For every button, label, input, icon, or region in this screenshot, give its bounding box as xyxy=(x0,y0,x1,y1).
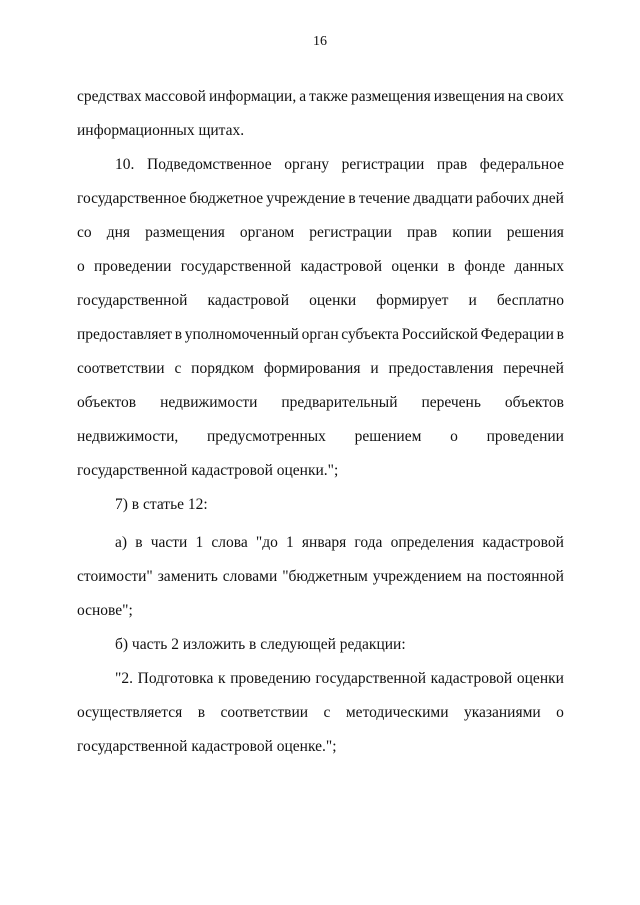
word: Российской xyxy=(401,326,479,343)
word: предоставляет xyxy=(77,326,173,343)
text-line: б) часть 2 изложить в следующей редакции: xyxy=(115,636,406,653)
word: органу xyxy=(284,156,330,173)
word: заменить xyxy=(157,568,218,585)
word: 10. xyxy=(115,156,135,173)
word: предоставления xyxy=(388,360,494,377)
word: прав xyxy=(436,156,468,173)
text-line: информационных щитах. xyxy=(77,122,245,139)
word: государственной xyxy=(180,258,292,275)
word: кадастровой xyxy=(430,670,513,687)
text-line xyxy=(77,148,564,182)
word: "бюджетным xyxy=(282,568,368,585)
page-number: 16 xyxy=(313,34,327,49)
word: проведении xyxy=(486,428,564,445)
word: кадастровой xyxy=(300,258,383,275)
word: и xyxy=(370,360,379,377)
text-line xyxy=(77,250,564,284)
word: объектов xyxy=(504,394,564,411)
word: осуществляется xyxy=(77,704,183,721)
word: недвижимости, xyxy=(77,428,179,445)
word: оценки xyxy=(391,258,439,275)
word: извещения xyxy=(433,88,505,105)
word: с xyxy=(174,360,182,377)
word: 1 xyxy=(286,534,294,551)
word: в xyxy=(556,326,564,343)
word: на xyxy=(466,568,482,585)
word: соответствии xyxy=(220,704,309,721)
word: двадцати xyxy=(413,190,473,207)
word: информации, xyxy=(208,88,297,105)
word: копии xyxy=(452,224,492,241)
word: государственной xyxy=(77,292,188,309)
word: с xyxy=(323,704,331,721)
word: в xyxy=(135,534,143,551)
word: перечень xyxy=(421,394,481,411)
word: решением xyxy=(354,428,422,445)
text-line xyxy=(77,560,564,594)
word: "2. xyxy=(115,670,133,687)
word: соответствии xyxy=(77,360,165,377)
word: "до xyxy=(255,534,278,551)
word: массовой xyxy=(144,88,206,105)
word: также xyxy=(309,88,348,105)
word: размещения xyxy=(350,88,431,105)
word: органом xyxy=(239,224,295,241)
word: Подготовка xyxy=(137,670,214,687)
word: о xyxy=(556,704,564,721)
word: а xyxy=(299,88,307,105)
word: словами xyxy=(222,568,278,585)
word: методическими xyxy=(345,704,449,721)
text-line xyxy=(77,318,564,352)
word: части xyxy=(150,534,188,551)
word: проведении xyxy=(94,258,172,275)
word: перечней xyxy=(503,360,564,377)
word: бесплатно xyxy=(496,292,564,309)
word: формирования xyxy=(263,360,361,377)
word: 1 xyxy=(195,534,204,551)
word: кадастровой xyxy=(482,534,564,551)
text-line xyxy=(77,284,564,318)
text-line: государственной кадастровой оценки."; xyxy=(77,462,339,479)
word: проведению xyxy=(230,670,311,687)
text-line xyxy=(77,420,564,454)
text-line xyxy=(77,216,564,250)
word: федеральное xyxy=(479,156,564,173)
word: а) xyxy=(115,534,128,551)
word: кадастровой xyxy=(207,292,290,309)
word: бюджетное xyxy=(189,190,264,207)
word: предусмотренных xyxy=(206,428,326,445)
word: решения xyxy=(506,224,564,241)
word: года xyxy=(354,534,383,551)
word: рабочих xyxy=(475,190,530,207)
word: уполномоченный xyxy=(184,326,299,343)
word: стоимости" xyxy=(77,568,153,585)
word: о xyxy=(77,258,85,275)
word: со xyxy=(77,224,92,241)
word: дней xyxy=(532,190,564,207)
word: предварительный xyxy=(281,394,398,411)
word: оценки xyxy=(309,292,357,309)
word: о xyxy=(450,428,458,445)
word: своих xyxy=(526,88,564,105)
word: в xyxy=(348,190,356,207)
text-line xyxy=(77,182,564,216)
word: орган xyxy=(301,326,339,343)
word: в xyxy=(174,326,183,343)
word: средствах xyxy=(77,88,142,105)
word: прав xyxy=(406,224,438,241)
word: учреждением xyxy=(372,568,462,585)
text-line: государственной кадастровой оценке."; xyxy=(77,738,337,755)
text-line xyxy=(77,696,564,730)
text-line xyxy=(77,352,564,386)
word: течение xyxy=(358,190,411,207)
word: порядком xyxy=(191,360,254,377)
word: субъекта xyxy=(341,326,400,343)
word: государственной xyxy=(315,670,426,687)
word: регистрации xyxy=(309,224,392,241)
word: в xyxy=(197,704,206,721)
word: Подведомственное xyxy=(147,156,272,173)
word: к xyxy=(218,670,226,687)
word: государственное xyxy=(77,190,187,207)
word: регистрации xyxy=(341,156,425,173)
word: объектов xyxy=(77,394,137,411)
word: постоянной xyxy=(486,568,564,585)
word: недвижимости xyxy=(160,394,258,411)
word: в xyxy=(447,258,455,275)
word: формирует xyxy=(376,292,449,309)
word: января xyxy=(301,534,347,551)
word: указаниями xyxy=(463,704,541,721)
word: Федерации xyxy=(480,326,554,343)
text-line: 7) в статье 12: xyxy=(115,496,208,513)
word: оценки xyxy=(516,670,564,687)
text-line: основе"; xyxy=(77,602,133,619)
text-line xyxy=(77,386,564,420)
text-line xyxy=(77,662,564,696)
word: размещения xyxy=(145,224,225,241)
text-line xyxy=(77,80,564,114)
word: дня xyxy=(106,224,131,241)
word: на xyxy=(507,88,523,105)
word: данных xyxy=(514,258,564,275)
word: фонде xyxy=(464,258,506,275)
word: слова xyxy=(211,534,248,551)
text-line xyxy=(77,526,564,560)
word: учреждение xyxy=(266,190,346,207)
word: и xyxy=(468,292,477,309)
word: определения xyxy=(390,534,475,551)
